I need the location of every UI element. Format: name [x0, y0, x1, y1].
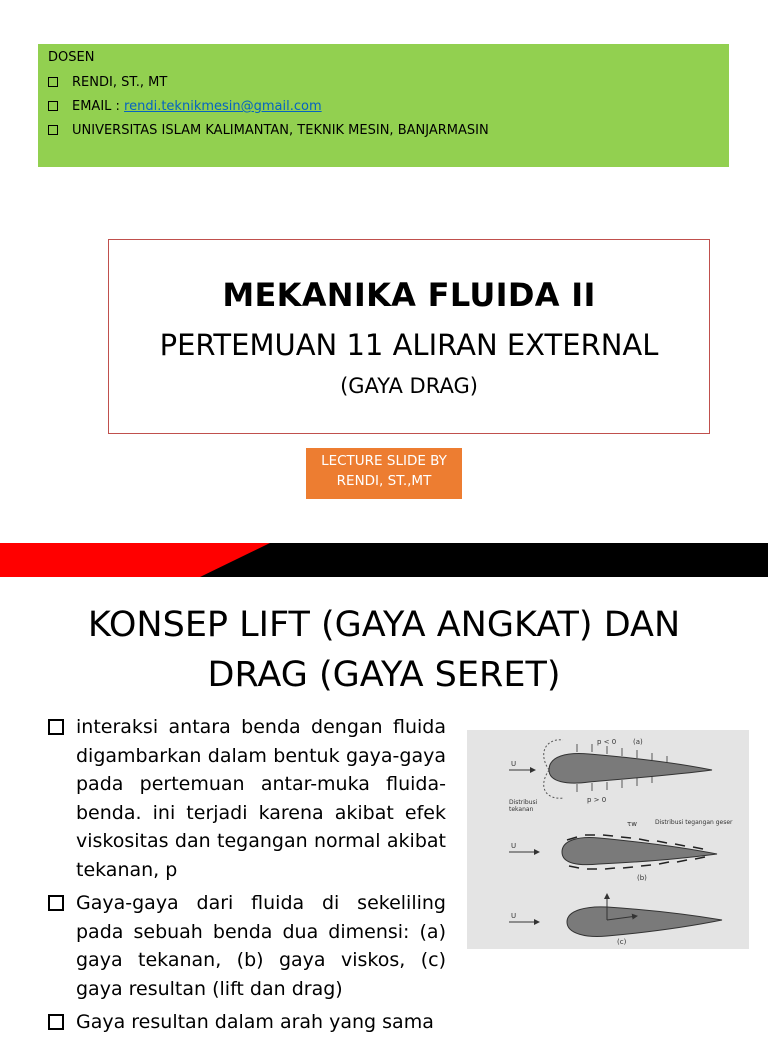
distribution-label-2: tekanan [509, 806, 534, 813]
email-label: EMAIL : [72, 99, 125, 114]
checkbox-bullet-icon [48, 1014, 64, 1030]
u-label: U [511, 760, 517, 768]
slide-2-title-line2: DRAG (GAYA SERET) [207, 655, 561, 695]
bullet-item [46, 1008, 446, 1037]
u-label: U [511, 912, 517, 920]
course-title: MEKANIKA FLUIDA II [222, 276, 596, 314]
figure-label-b: (b) [637, 874, 647, 882]
figure-label-c: (c) [617, 938, 627, 946]
airfoil-a [509, 738, 712, 813]
bullet-text: interaksi antara benda dengan fluida digambarkan dalam bentuk gaya-gaya pada pertemuan antar-muka fluida-benda. ini terjadi karena akibat efek viskositas dan tegangan normal akibat tekanan, p [76, 716, 446, 881]
topic-subtitle: (GAYA DRAG) [340, 374, 478, 398]
institution: UNIVERSITAS ISLAM KALIMANTAN, TEKNIK MESIN, BANJARMASIN [72, 123, 489, 138]
checkbox-bullet-icon [48, 101, 58, 111]
bullet-item [46, 889, 446, 1003]
u-label: U [511, 842, 517, 850]
airfoil-diagram [467, 730, 749, 949]
lecturer-info-box [38, 44, 729, 167]
airfoil-force-figure [467, 730, 749, 949]
checkbox-bullet-icon [48, 895, 64, 911]
lecturer-name: RENDI, ST., MT [72, 75, 168, 90]
tau-label: τw [627, 820, 637, 828]
checkbox-bullet-icon [48, 719, 64, 735]
lecture-credit-line2: RENDI, ST.,MT [336, 473, 432, 489]
lecture-credit-line1: LECTURE SLIDE BY [321, 453, 447, 469]
shear-distribution-label: Distribusi tegangan geser [655, 819, 733, 826]
p-positive-label: p > 0 [587, 796, 607, 804]
distribution-label-1: Distribusi [509, 799, 538, 806]
bullet-text: Gaya resultan dalam arah yang sama [76, 1011, 434, 1033]
course-title-box [108, 239, 710, 434]
slide-2-title-line1: KONSEP LIFT (GAYA ANGKAT) DAN [87, 605, 681, 645]
meeting-subtitle: PERTEMUAN 11 ALIRAN EXTERNAL [159, 328, 659, 362]
figure-label-a: (a) [633, 738, 643, 746]
bullet-text: Gaya-gaya dari fluida di sekeliling pada sebuah benda dua dimensi: (a) gaya tekanan, (b) gaya viskos, (c) gaya resultan (lift dan drag) [76, 892, 446, 1000]
lecture-credit-box [306, 448, 462, 499]
airfoil-c [509, 894, 722, 946]
lecturer-email-item [48, 99, 322, 115]
slide-2-title [40, 600, 728, 700]
checkbox-bullet-icon [48, 125, 58, 135]
airfoil-b [509, 819, 733, 882]
lecturer-institution-item [48, 123, 489, 139]
checkbox-bullet-icon [48, 77, 58, 87]
email-link[interactable]: rendi.teknikmesin@gmail.com [124, 99, 322, 114]
dosen-heading: DOSEN [48, 50, 95, 65]
bullet-item [46, 713, 446, 884]
slide-divider-bar [0, 543, 768, 577]
slide-2-bullet-list [46, 713, 446, 1042]
lecturer-name-item [48, 75, 167, 91]
p-negative-label: p < 0 [597, 738, 617, 746]
